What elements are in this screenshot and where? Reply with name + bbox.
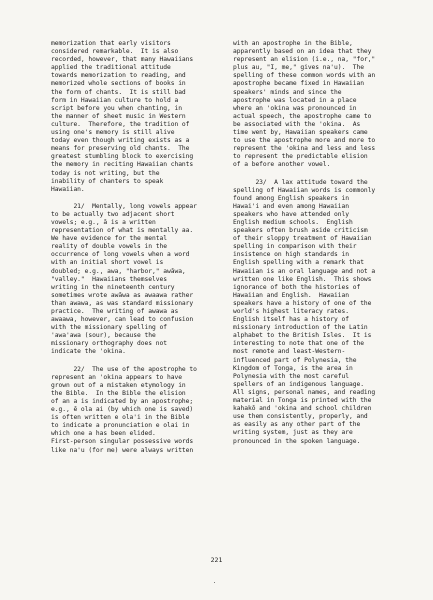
left-paragraph-2-line: representation of what is mentally aa. — [51, 227, 194, 235]
left-paragraph-1-line: greatest stumbling block to exercising — [51, 153, 194, 161]
left-paragraph-1-line: today is not writing, but the — [51, 169, 160, 177]
left-paragraph-2-line: "valley." Hawaiians themselves — [51, 275, 167, 283]
left-paragraph-2-line: than awawa, as was standard missionary — [51, 299, 194, 307]
left-paragraph-3-line: to indicate a pronunciation e olai in — [51, 422, 190, 430]
left-paragraph-3-line: which one a has been elided. — [51, 430, 156, 438]
right-paragraph-1-line: apostrophe was located in a place — [233, 96, 357, 104]
left-paragraph-1-line: towards memorization to reading, and — [51, 72, 186, 80]
right-paragraph-2-line: material in Tonga is printed with the — [233, 397, 372, 405]
left-paragraph-3-line: like na'u (for me) were always written — [51, 446, 194, 454]
left-paragraph-2-line: awaawa, however, can lead to confusion — [51, 316, 194, 324]
right-paragraph-2-line: spelling of Hawaiian words is commonly — [233, 186, 376, 194]
right-paragraph-2-line: found among English speakers in — [233, 194, 349, 202]
left-paragraph-2-line: We have evidence for the mental — [51, 235, 167, 243]
left-paragraph-1-line: the memory in reciting Hawaiian chants — [51, 161, 194, 169]
left-paragraph-1-line: script before you when chanting, in — [51, 104, 182, 112]
right-paragraph-2-line: Hawai'i and even among Hawaiian — [233, 202, 349, 210]
right-paragraph-2-line: use them consistently, properly, and — [233, 413, 368, 421]
left-paragraph-1-line: using one's memory is still alive — [51, 129, 175, 137]
right-paragraph-2-line: of their sloppy treatment of Hawaiian — [233, 235, 372, 243]
left-paragraph-1-line: today even though writing exists as a — [51, 137, 190, 145]
left-paragraph-1-line: Hawaiian. — [51, 185, 85, 193]
left-paragraph-2-line: indicate the 'okina. — [51, 348, 126, 356]
left-paragraph-2-line: 'awa'awa (sour), because the — [51, 332, 156, 340]
right-paragraph-2-line: English spelling with a remark that — [233, 259, 364, 267]
right-paragraph-2-line: Polynesia with the most careful — [233, 372, 349, 380]
left-paragraph-1-line: culture. Therefore, the tradition of — [51, 120, 190, 128]
right-paragraph-1-line: of a before another vowel. — [233, 161, 331, 169]
left-paragraph-2-line: to be actually two adjacent short — [51, 210, 175, 218]
right-paragraph-2-line: interesting to note that one of the — [233, 340, 364, 348]
left-column — [51, 40, 221, 455]
right-paragraph-1-line: time went by, Hawaiian speakers came — [233, 129, 368, 137]
left-paragraph-2-line: occurrence of long vowels when a word — [51, 251, 190, 259]
left-paragraph-2-line: with the missionary spelling of — [51, 324, 167, 332]
left-paragraph-2-line: practice. The writing of awawa as — [51, 308, 179, 315]
right-paragraph-1-line: apostrophe became fixed in Hawaiian — [233, 80, 364, 88]
left-paragraph-1-line: means for preserving old chants. The — [51, 145, 190, 153]
right-paragraph-2-line: pronounced in the spoken language. — [233, 437, 361, 445]
paragraph-gap — [233, 170, 405, 179]
right-paragraph-2-line: spellers of an indigenous language. — [233, 380, 364, 388]
right-paragraph-1-line: to represent the predictable elision — [233, 153, 368, 161]
right-paragraph-2-line: speakers who have attended only — [233, 210, 349, 218]
left-paragraph-2-line: with an initial short vowel is — [51, 259, 164, 267]
right-paragraph-2-line: missionary introduction of the Latin — [233, 324, 368, 332]
right-paragraph-1-line: with an apostrophe in the Bible, — [233, 40, 353, 47]
right-paragraph-2-line: kahakō and 'okina and school children — [233, 405, 372, 413]
right-paragraph-2-line: speakers have a history of one of the — [233, 299, 372, 307]
right-paragraph-1-line: where an 'okina was pronounced in — [233, 104, 357, 112]
left-paragraph-3-line: represent an 'okina appears to have — [51, 373, 182, 381]
left-paragraph-3-line: First-person singular possessive words — [51, 438, 194, 446]
right-paragraph-1-line: speakers' minds and since the — [233, 88, 342, 96]
left-paragraph-2-line: doubled; e.g., awa, "harbor," awāwa, — [51, 267, 186, 275]
right-paragraph-1-line: represent an elision (i.e., na, "for," — [233, 56, 376, 64]
left-paragraph-1-line: the form of chants. It is still bad — [51, 88, 186, 96]
right-paragraph-1-line: spelling of these common words with an — [233, 72, 376, 80]
right-paragraph-2-line: English medium schools. English — [233, 218, 353, 226]
left-paragraph-1-line: applied the traditional attitude — [51, 64, 171, 72]
right-paragraph-2-line: as easily as any other part of the — [233, 421, 361, 429]
right-paragraph-1-line: actual speech, the apostrophe came to — [233, 112, 372, 120]
left-paragraph-2-line: vowels; e.g., ā is a written — [51, 218, 156, 226]
left-paragraph-1-line: the manner of sheet music in Western — [51, 112, 186, 120]
right-paragraph-1-line: plus au, "I, me," gives na'u). The — [233, 64, 364, 72]
right-column — [233, 40, 405, 446]
right-paragraph-2-line: All signs, personal names, and reading — [233, 388, 376, 396]
right-paragraph-1-line: be associated with the 'okina. As — [233, 120, 361, 128]
paragraph-gap — [51, 194, 221, 203]
right-paragraph-2-line: ignorance of both the histories of — [233, 283, 361, 291]
left-paragraph-2-line: 21/ Mentally, long vowels appear — [51, 202, 197, 210]
right-paragraph-1-line: to use the apostrophe more and more to — [233, 137, 376, 145]
left-paragraph-1-line: inability of chanters to speak — [51, 177, 164, 185]
right-paragraph-2-line: English itself has a history of — [233, 316, 349, 324]
right-paragraph-2-line: alphabet to the British Isles. It is — [233, 332, 372, 340]
left-paragraph-1-line: recorded, however, that many Hawaiians — [51, 56, 194, 64]
right-paragraph-2-line: most remote and least-Western- — [233, 348, 346, 356]
left-paragraph-3-line: is often written e ola'i in the Bible — [51, 414, 190, 422]
left-paragraph-3-line: 22/ The use of the apostrophe to — [51, 365, 197, 373]
left-paragraph-2-line: reality of double vowels in the — [51, 243, 167, 251]
right-paragraph-2-line: influenced part of Polynesia, the — [233, 356, 357, 364]
right-paragraph-1-line: represent the 'okina and less and less — [233, 145, 376, 153]
left-paragraph-1-line: considered remarkable. It is also — [51, 48, 179, 56]
right-paragraph-2-line: Kingdom of Tonga, is the area in — [233, 364, 353, 372]
right-paragraph-2-line: world's highest literacy rates. — [233, 308, 349, 315]
right-paragraph-2-line: insistence on high standards in — [233, 251, 349, 259]
right-paragraph-2-line: speakers often brush aside criticism — [233, 227, 368, 235]
right-paragraph-2-line: spelling in comparison with their — [233, 243, 357, 251]
left-paragraph-3-line: the Bible. In the Bible the elision — [51, 389, 186, 397]
right-paragraph-1-line: apparently based on an idea that they — [233, 48, 372, 56]
left-paragraph-2-line: writing in the nineteenth century — [51, 283, 175, 291]
page-number: 221 — [210, 556, 223, 564]
scan-speck — [214, 582, 215, 583]
left-paragraph-2-line: sometimes wrote awāwa as awaawa rather — [51, 291, 194, 299]
left-paragraph-1-line: memorized whole sections of books in — [51, 80, 186, 88]
right-paragraph-2-line: Hawaiian and English. Hawaiian — [233, 291, 349, 299]
left-paragraph-3-line: of an a is indicated by an apostrophe; — [51, 397, 194, 405]
left-paragraph-3-line: grown out of a mistaken etymology in — [51, 381, 186, 389]
right-paragraph-2-line: written one like English. This shows — [233, 275, 372, 283]
left-paragraph-3-line: e.g., ē ola ai (by which one is saved) — [51, 406, 194, 414]
left-paragraph-1-line: memorization that early visitors — [51, 40, 171, 47]
paragraph-gap — [51, 357, 221, 366]
right-paragraph-2-line: 23/ A lax attitude toward the — [233, 178, 368, 186]
right-paragraph-2-line: Hawaiian is an oral language and not a — [233, 267, 376, 275]
right-paragraph-2-line: writing system, just as they are — [233, 429, 353, 437]
left-paragraph-1-line: form in Hawaiian culture to hold a — [51, 96, 179, 104]
left-paragraph-2-line: missionary orthography does not — [51, 340, 167, 348]
